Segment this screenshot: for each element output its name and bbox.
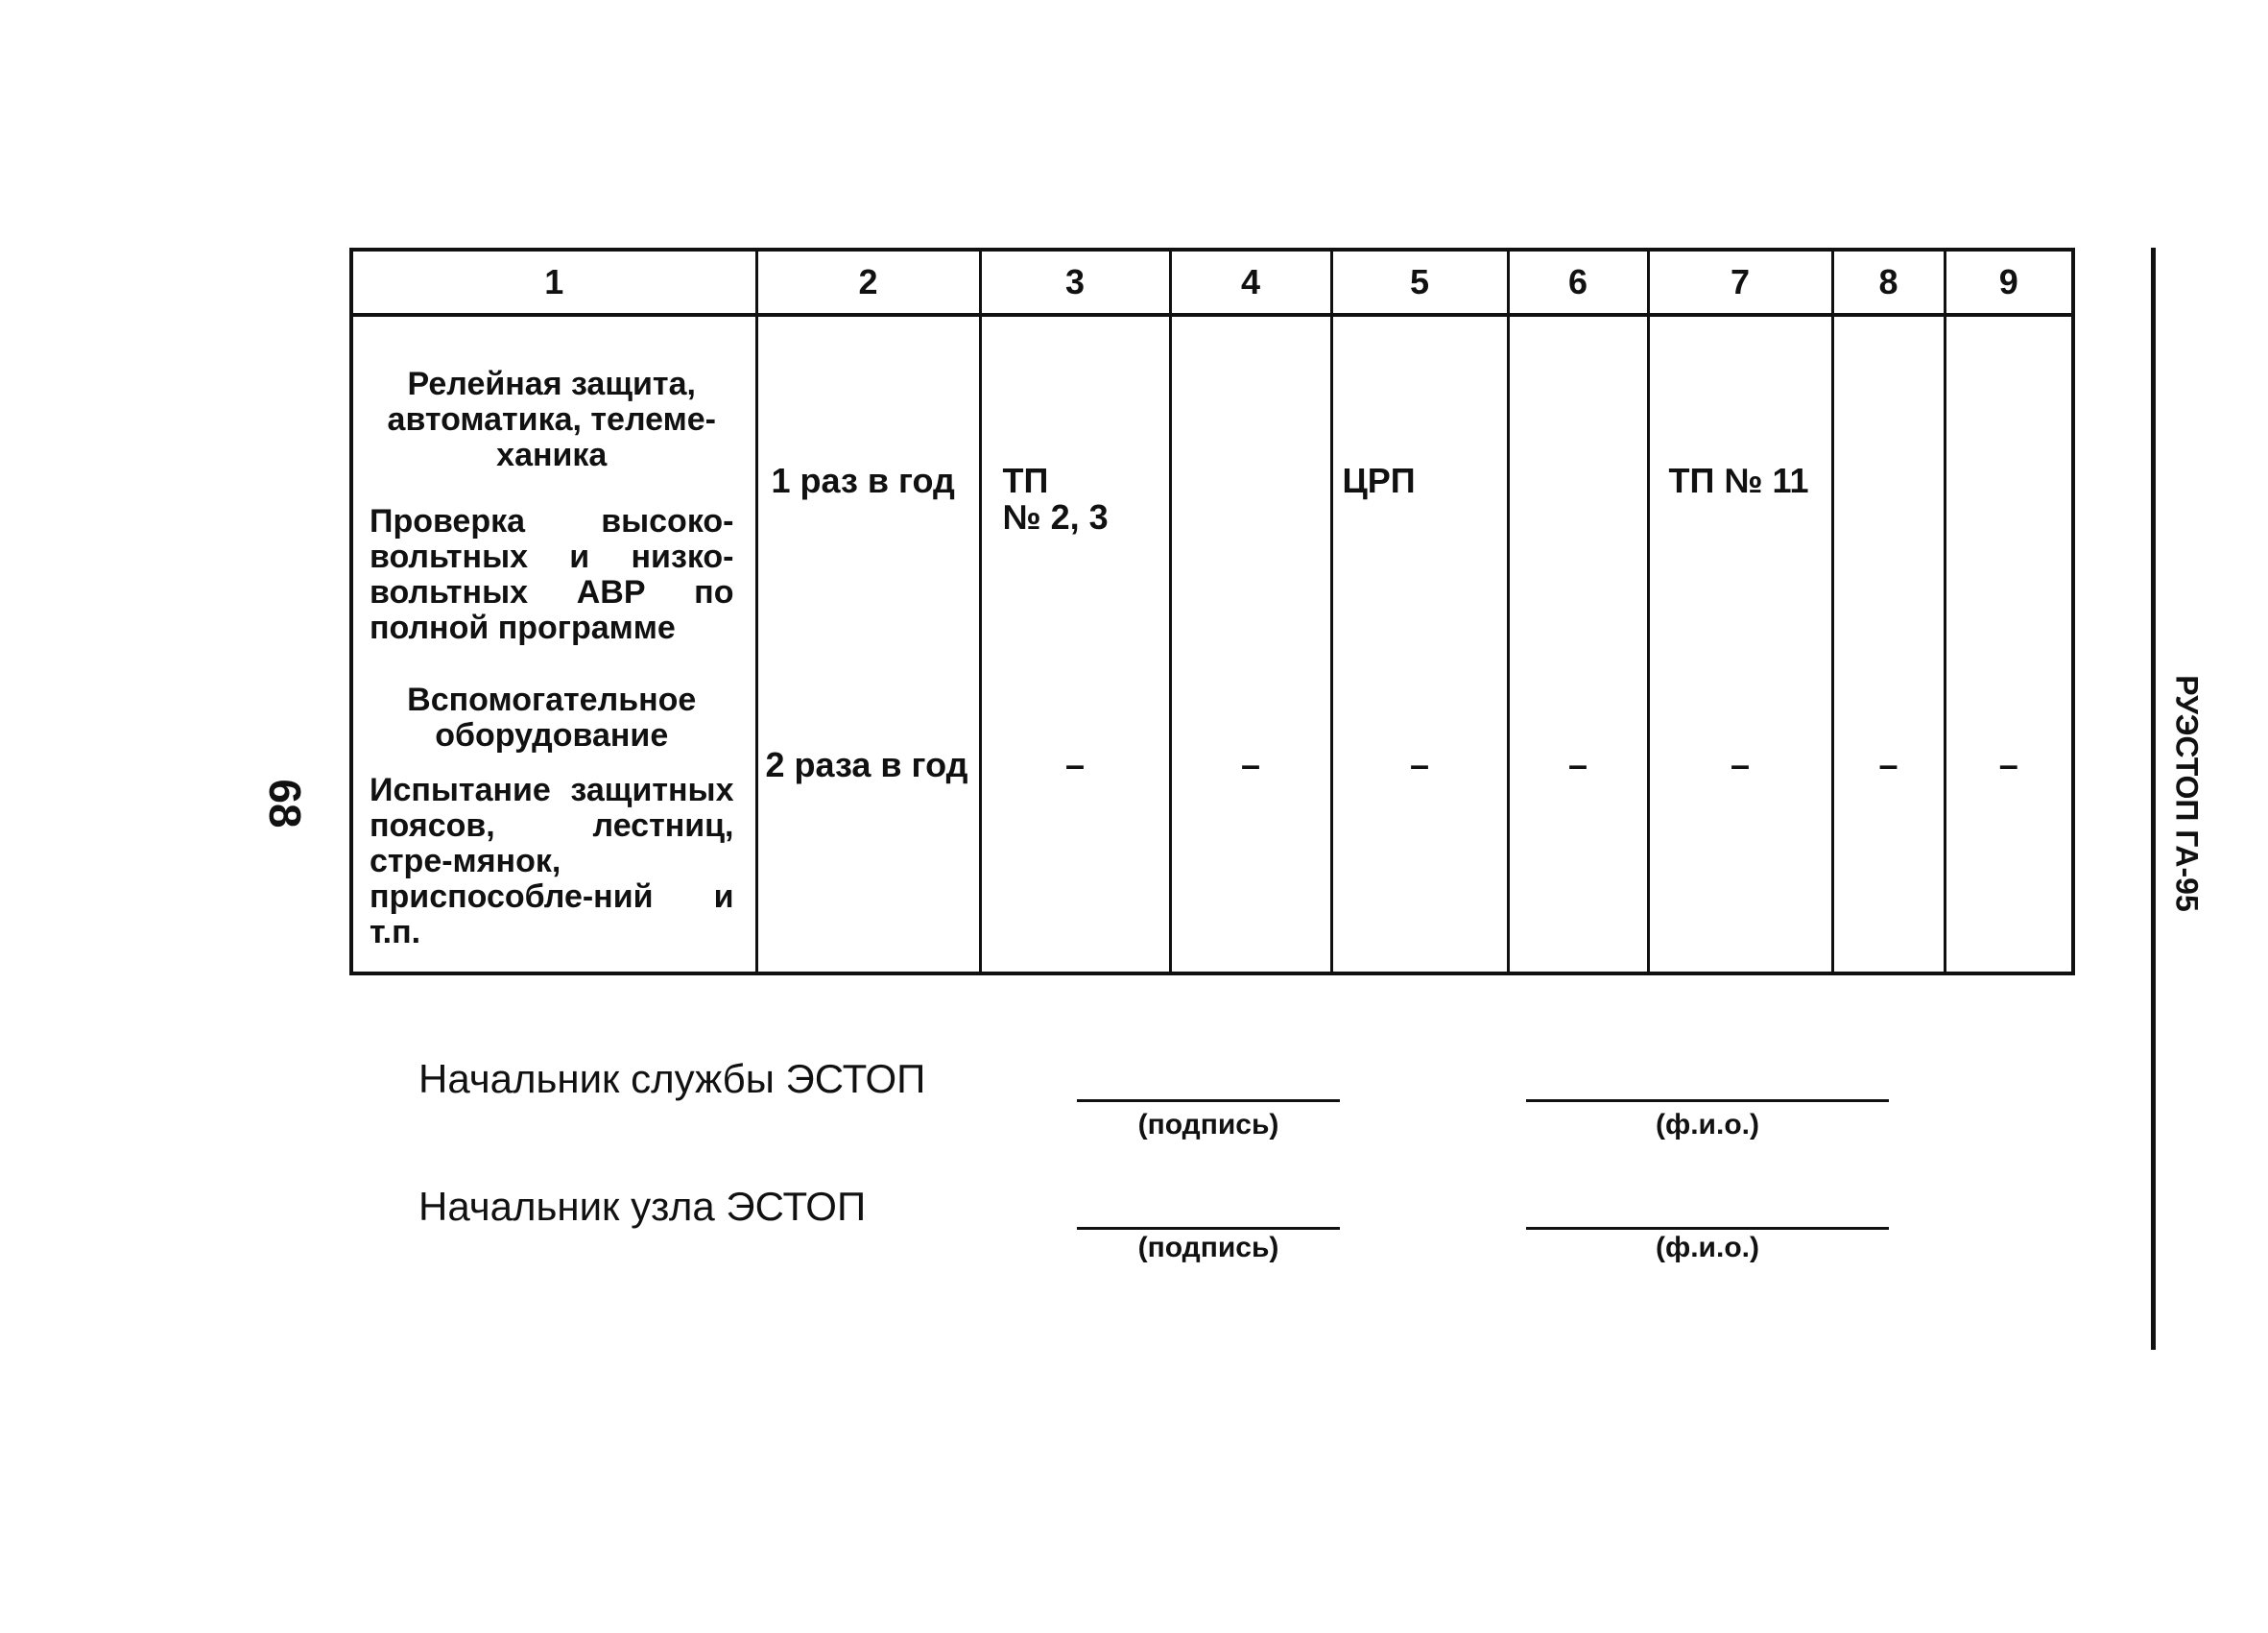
- name-line-service: [1526, 1099, 1889, 1102]
- signature-title-node-head: Начальник узла ЭСТОП: [418, 1184, 867, 1229]
- row1-col3-line1: ТП: [1002, 461, 1049, 500]
- name-caption-node: (ф.и.о.): [1655, 1232, 1759, 1263]
- name-caption-service: (ф.и.о.): [1655, 1109, 1759, 1141]
- col1-cell: [351, 315, 756, 973]
- column-number-row: [351, 250, 2073, 315]
- section-heading-relay-protection: Релейная защита, автоматика, телеме-ханика: [387, 366, 716, 473]
- col-number-1: 1: [351, 250, 756, 315]
- row2-frequency: 2 раза в год: [765, 745, 968, 784]
- row2-col6-dash: –: [1567, 745, 1588, 784]
- row2-col5-dash: –: [1409, 745, 1430, 784]
- signature-caption-service: (подпись): [1137, 1109, 1279, 1141]
- row2-col9-dash: –: [1998, 745, 2018, 784]
- col-number-5: 5: [1331, 250, 1508, 315]
- col-number-4: 4: [1170, 250, 1331, 315]
- row2-col7-dash: –: [1730, 745, 1751, 784]
- col4-cell: [1170, 315, 1331, 973]
- col-number-6: 6: [1508, 250, 1648, 315]
- signature-line-service: [1077, 1099, 1340, 1102]
- row1-col3-line2: № 2, 3: [1002, 497, 1109, 537]
- page-number: 68: [260, 779, 310, 829]
- maintenance-schedule-table: [349, 248, 2075, 975]
- document-code: РУЭСТОП ГА-95: [2169, 675, 2205, 912]
- col8-cell: [1832, 315, 1945, 973]
- signature-title-service-head: Начальник службы ЭСТОП: [418, 1056, 926, 1101]
- row2-col3-dash: –: [1064, 745, 1086, 784]
- col-number-2: 2: [756, 250, 980, 315]
- signature-line-node: [1077, 1227, 1340, 1230]
- col-number-9: 9: [1945, 250, 2073, 315]
- col9-cell: [1945, 315, 2073, 973]
- row2-col8-dash: –: [1878, 745, 1898, 784]
- col7-cell: [1648, 315, 1832, 973]
- row1-col7-value: ТП № 11: [1668, 461, 1809, 500]
- col5-cell: [1331, 315, 1508, 973]
- col-number-3: 3: [980, 250, 1170, 315]
- table-body-row: [351, 315, 2073, 973]
- section-heading-auxiliary-equipment: Вспомогательное оборудование: [407, 682, 697, 754]
- col3-cell: [980, 315, 1170, 973]
- col6-cell: [1508, 315, 1648, 973]
- name-line-node: [1526, 1227, 1889, 1230]
- row2-col4-dash: –: [1240, 745, 1261, 784]
- margin-rule: [2151, 248, 2156, 1350]
- col2-cell: [756, 315, 980, 973]
- row1-description: Проверка высоко-вольтных и низко-вольтных АВР по полной программе: [370, 503, 734, 646]
- row2-description: Испытание защитных поясов, лестниц, стре-мянок, приспособле-ний и т.п.: [370, 772, 734, 950]
- row1-col5-value: ЦРП: [1342, 461, 1416, 500]
- col-number-7: 7: [1648, 250, 1832, 315]
- col-number-8: 8: [1832, 250, 1945, 315]
- row1-frequency: 1 раз в год: [771, 461, 955, 500]
- signature-caption-node: (подпись): [1137, 1232, 1279, 1263]
